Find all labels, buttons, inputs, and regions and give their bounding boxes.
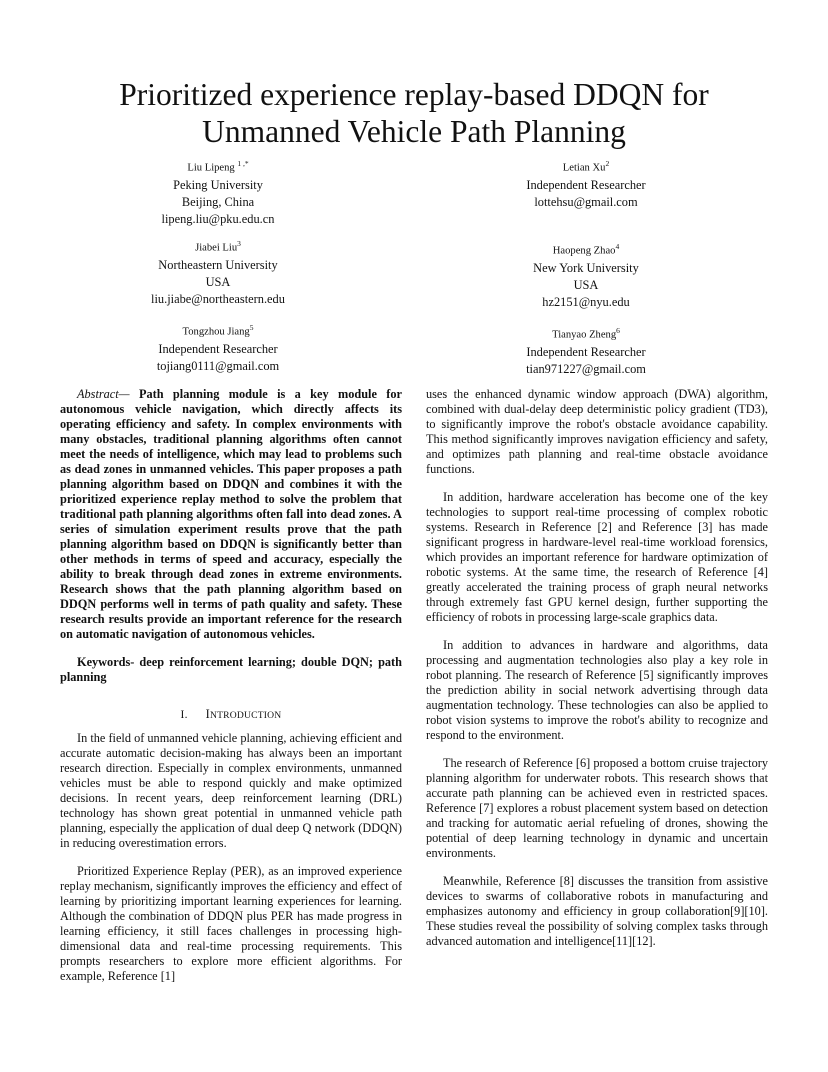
section-heading-introduction [60,707,402,723]
author-name: Haopeng Zhao$^4$ [552,242,620,257]
author-name: Tongzhou Jiang$^5$ [182,323,254,338]
title-line-2: Unmanned Vehicle Path Planning [202,114,626,149]
author-block-4 [486,239,686,311]
author-location: Beijing, China [181,194,255,209]
author-location: USA [205,274,231,289]
author-name: Liu Lipeng $^{1 ,*}$ [187,159,249,174]
author-name: Jiabei Liu$^3$ [195,239,241,254]
abstract-text: Path planning module is a key module for autonomous vehicle navigation, which directly affects its operating efficiency and safety. In complex environments with many obstacles, traditional planning algorithms often cannot meet the needs of intelligence, which may lead to problems such as dead zones in unmanned vehicles. This paper proposes a path planning algorithm based on DDQN and combines it with the prioritized experience replay method to solve the problem that traditional path planning algorithms often fall into dead zones. A series of simulation experiment results prove that the path planning algorithm based on DDQN is significantly better than other methods in terms of speed and accuracy, especially the ability to break through dead zones in extreme environments. Research shows that the path planning algorithm based on DDQN performs well in terms of path quality and safety. These research results provide an important reference for the research on automatic navigation of autonomous vehicles. [60,387,402,641]
author-location: USA [573,277,599,292]
author-affiliation: Northeastern University [158,257,278,272]
paper-title [40,76,788,150]
author-name: Letian Xu$^2$ [562,159,610,174]
right-paragraph-3: In addition to advances in hardware and algorithms, data processing and augmentation technologies also play a key role in robot planning. The research of Reference [5] significantly improves the prediction ability in social network advertising through data augmentation technology. These technologies can also be applied to robot vision systems to improve the robot's ability to recognize and respond to the environment. [426,638,768,742]
author-affiliation: Independent Researcher [158,341,278,356]
section-title-rest: NTRODUCTION [209,710,282,721]
author-email: lipeng.liu@pku.edu.cn [161,211,275,226]
author-email: liu.jiabe@northeastern.edu [151,291,285,306]
author-block-3 [118,236,318,308]
author-block-2 [486,156,686,211]
right-paragraph-1: uses the enhanced dynamic window approach (DWA) algorithm, combined with dual-delay deep deterministic policy gradient (TD3), to significantly improve the robot's obstacle avoidance capability. This method significantly improves navigation efficiency and safety, and optimizes path planning and real-time obstacle avoidance functions. [426,387,768,476]
author-email: hz2151@nyu.edu [542,294,630,309]
author-name: Tianyao Zheng$^6$ [552,326,620,341]
title-line-1: Prioritized experience replay-based DDQN for [119,77,709,112]
section-number: I. [180,709,188,721]
section-title-first-letter: I [205,707,210,721]
right-paragraph-4: The research of Reference [6] proposed a bottom cruise trajectory planning algorithm for underwater robots. This research shows that accurate path planning can be achieved even in restricted spaces. Reference [7] explores a robust placement system based on detection and tracking for automatic aerial refueling of drones, showing the potential of deep learning technology in dynamic and uncertain environments. [426,756,768,860]
keywords: Keywords- deep reinforcement learning; double DQN; path planning [60,655,402,684]
author-email: lottehsu@gmail.com [534,194,638,209]
abstract [60,387,402,642]
author-affiliation: Independent Researcher [526,177,646,192]
author-block-5 [118,320,318,375]
abstract-label: Abstract— [77,387,130,401]
author-affiliation: Peking University [173,177,263,192]
author-affiliation: New York University [533,260,639,275]
right-paragraph-5: Meanwhile, Reference [8] discusses the transition from assistive devices to swarms of collaborative robots in manufacturing and emphasizes autonomy and efficiency in group collaboration[9][10]. These studies reveal the possibility of solving complex tasks through advanced automation and intelligence[11][12]. [426,874,768,948]
author-email: tojiang0111@gmail.com [156,358,280,373]
author-block-6 [486,323,686,378]
author-email: tian971227@gmail.com [526,361,646,376]
author-affiliation: Independent Researcher [526,344,646,359]
right-paragraph-2: In addition, hardware acceleration has become one of the key technologies to support real-time processing of complex robotic systems. Research in Reference [2] and Reference [3] has made significant progress in hardware-level real-time workload forensics, which provides an important reference for hardware optimization of robotic systems. At the same time, the research of Reference [4] greatly accelerated the training process of graph neural networks through extremely fast GPU kernel design, further supporting the efficiency of robots in processing large-scale graphics data. [426,490,768,624]
left-column [60,387,402,997]
intro-paragraph-1: In the field of unmanned vehicle planning, achieving efficient and accurate automatic decision-making has always been an important research direction. Especially in complex environments, unmanned vehicles must be able to respond quickly and make optimized decisions. In recent years, deep reinforcement learning (DRL) technology has shown great potential in unmanned vehicle path planning, especially the application of dual deep Q network (DDQN) in reducing overestimation errors. [60,731,402,850]
intro-paragraph-2: Prioritized Experience Replay (PER), as an improved experience replay mechanism, significantly improves the efficiency and effect of learning by prioritizing important learning experiences for learning. Although the combination of DDQN plus PER has made progress in learning efficiency, it still faces challenges in processing high-dimensional data and real-time processing requirements. This prompts researchers to explore more efficient algorithms. For example, Reference [1] [60,864,402,983]
right-column [426,387,768,962]
author-block-1 [118,156,318,228]
